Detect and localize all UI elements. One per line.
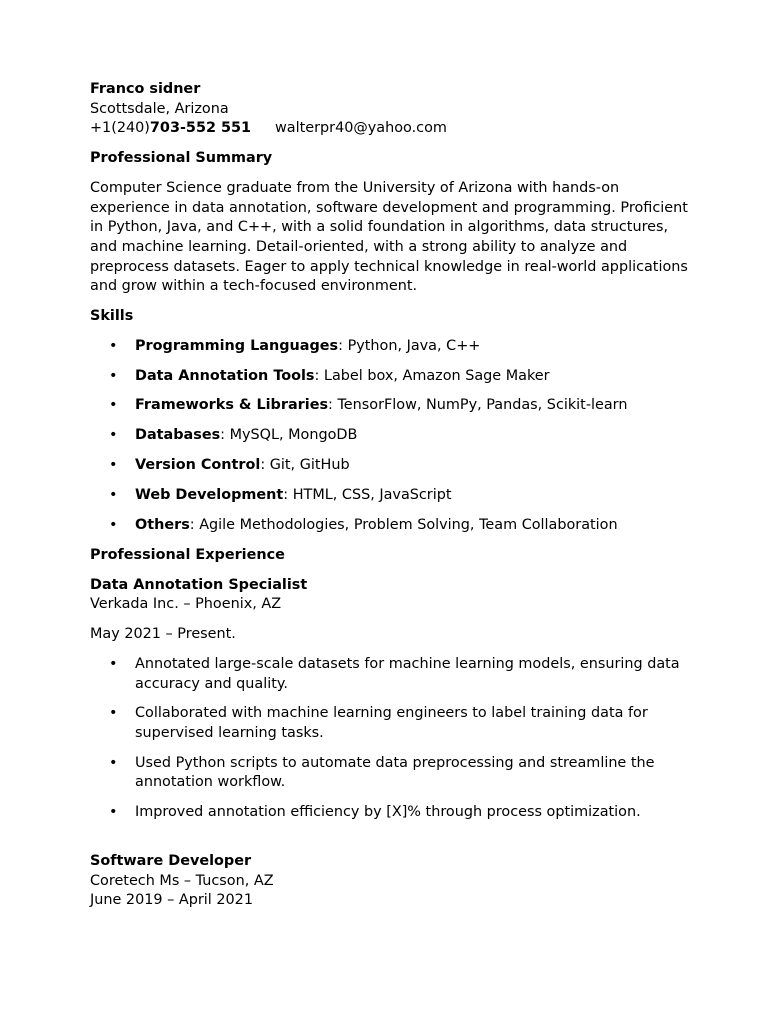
bullet-icon: • bbox=[109, 804, 118, 821]
bullet-icon: • bbox=[109, 516, 118, 533]
job-bullet-text: Collaborated with machine learning engineers to label training data for supervised learning tasks. bbox=[135, 705, 648, 741]
skill-value: : HTML, CSS, JavaScript bbox=[283, 486, 452, 503]
skill-value: : Label box, Amazon Sage Maker bbox=[314, 367, 550, 384]
skill-value: : MySQL, MongoDB bbox=[220, 427, 358, 444]
candidate-name: Franco sidner bbox=[90, 81, 201, 97]
bullet-icon: • bbox=[109, 457, 118, 474]
skill-value: : TensorFlow, NumPy, Pandas, Scikit-learn bbox=[328, 397, 628, 414]
skill-value: : Git, GitHub bbox=[260, 457, 350, 474]
skills-list bbox=[90, 337, 690, 535]
skill-item bbox=[90, 516, 690, 536]
skill-label: Version Control bbox=[135, 457, 261, 474]
job-dates: June 2019 – April 2021 bbox=[90, 892, 253, 909]
job-bullet bbox=[90, 704, 690, 743]
resume-page bbox=[90, 80, 690, 911]
skill-label: Web Development bbox=[135, 486, 284, 503]
phone-prefix: +1(240) bbox=[90, 120, 150, 137]
skill-value: : Python, Java, C++ bbox=[338, 337, 481, 354]
skills-heading: Skills bbox=[90, 308, 134, 325]
summary-heading: Professional Summary bbox=[90, 150, 273, 167]
experience-heading: Professional Experience bbox=[90, 546, 285, 563]
contact-line bbox=[90, 119, 690, 139]
bullet-icon: • bbox=[109, 427, 118, 444]
skill-item bbox=[90, 367, 690, 387]
email-address: walterpr40@yahoo.com bbox=[275, 120, 447, 137]
skill-label: Databases bbox=[135, 427, 221, 444]
job-bullet-text: Used Python scripts to automate data preprocessing and streamline the annotation workflow. bbox=[135, 754, 655, 791]
job-bullets bbox=[90, 655, 690, 823]
bullet-icon: • bbox=[109, 655, 118, 672]
skill-label: Data Annotation Tools bbox=[135, 367, 315, 384]
bullet-icon: • bbox=[109, 367, 118, 384]
job-title: Data Annotation Specialist bbox=[90, 576, 308, 593]
bullet-icon: • bbox=[109, 754, 118, 771]
job-bullet-text: Annotated large-scale datasets for machine learning models, ensuring data accuracy and quality. bbox=[135, 655, 680, 692]
bullet-icon: • bbox=[109, 486, 118, 503]
skill-item bbox=[90, 486, 690, 506]
skill-item bbox=[90, 337, 690, 357]
skill-label: Programming Languages bbox=[135, 337, 339, 354]
summary-text: Computer Science graduate from the University of Arizona with hands-on experience in data annotation, software development and programming. Proficient in Python, Java, and C++, with a solid foundation in algorithms, data structures, and machine learning. Detail-oriented, with a strong ability to analyze and preprocess datasets. Eager to apply technical knowledge in real-world applications and grow within a tech-focused environment. bbox=[90, 180, 688, 295]
job-title: Software Developer bbox=[90, 853, 252, 870]
skill-item bbox=[90, 396, 690, 416]
skill-label: Others bbox=[135, 516, 190, 533]
bullet-icon: • bbox=[109, 337, 118, 354]
job-company: Verkada Inc. – Phoenix, AZ bbox=[90, 596, 282, 613]
skill-item bbox=[90, 456, 690, 476]
skill-item bbox=[90, 426, 690, 446]
phone-number: 703-552 551 bbox=[149, 120, 252, 137]
job-dates: May 2021 – Present. bbox=[90, 626, 236, 643]
job-entry bbox=[90, 576, 690, 823]
job-bullet bbox=[90, 655, 690, 694]
skill-value: : Agile Methodologies, Problem Solving, Team Collaboration bbox=[189, 516, 618, 533]
job-entry bbox=[90, 852, 690, 911]
skill-label: Frameworks & Libraries bbox=[135, 397, 329, 414]
job-company: Coretech Ms – Tucson, AZ bbox=[90, 872, 274, 889]
candidate-location: Scottsdale, Arizona bbox=[90, 100, 229, 117]
job-bullet-text: Improved annotation efficiency by [X]% through process optimization. bbox=[135, 804, 641, 821]
bullet-icon: • bbox=[109, 705, 118, 722]
bullet-icon: • bbox=[109, 397, 118, 414]
job-bullet bbox=[90, 754, 690, 793]
job-bullet bbox=[90, 803, 690, 823]
